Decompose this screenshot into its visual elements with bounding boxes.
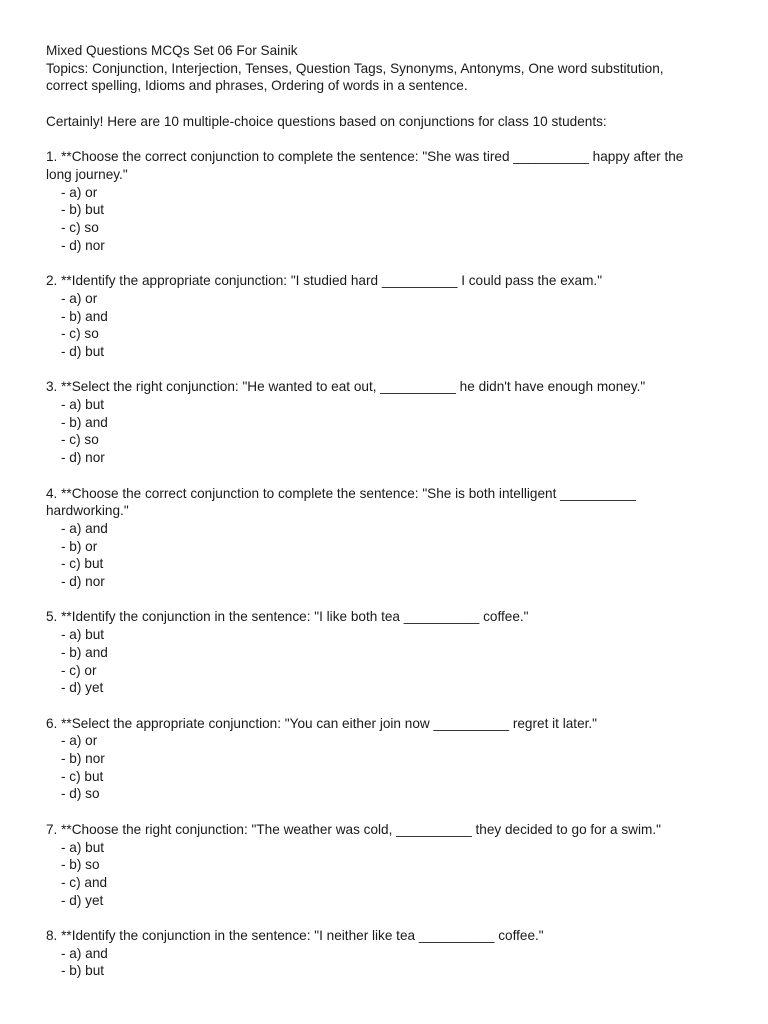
answer-option: - d) yet <box>61 680 104 696</box>
answer-option: - b) so <box>61 857 100 873</box>
question-text: long journey." <box>46 166 128 182</box>
answer-option: - d) so <box>61 786 100 802</box>
question-text: 5. **Identify the conjunction in the sentence: "I like both tea __________ coffee." <box>46 609 529 625</box>
question-text: 8. **Identify the conjunction in the sentence: "I neither like tea __________ coffee." <box>46 928 544 944</box>
question-block <box>46 821 726 927</box>
spacer <box>46 467 726 485</box>
topics-line-1: Topics: Conjunction, Interjection, Tenses, Question Tags, Synonyms, Antonyms, One word substitution, <box>46 60 664 76</box>
answer-option: - a) and <box>61 520 108 536</box>
answer-option: - d) but <box>61 343 105 359</box>
question-text: 6. **Select the appropriate conjunction: "You can either join now __________ regret it later." <box>46 715 598 731</box>
answer-option: - c) so <box>61 432 99 448</box>
answer-option: - d) nor <box>61 237 105 253</box>
spacer <box>46 591 726 609</box>
answer-option: - b) but <box>61 202 105 218</box>
topics-line-2: correct spelling, Idioms and phrases, Ordering of words in a sentence. <box>46 78 468 94</box>
spacer <box>46 254 726 272</box>
answer-option: - a) or <box>61 290 98 306</box>
answer-option: - b) or <box>61 538 98 554</box>
question-text: hardworking." <box>46 503 129 519</box>
answer-option: - a) or <box>61 733 98 749</box>
question-text: 4. **Choose the correct conjunction to complete the sentence: "She is both intelligent __________ <box>46 485 636 501</box>
answer-option: - a) and <box>61 945 108 961</box>
answer-option: - c) so <box>61 326 99 342</box>
spacer <box>46 131 726 149</box>
answer-option: - b) but <box>61 963 105 979</box>
spacer <box>46 803 726 821</box>
answer-option: - a) or <box>61 184 98 200</box>
answer-option: - c) but <box>61 556 104 572</box>
answer-option: - d) nor <box>61 574 105 590</box>
question-block <box>46 715 726 821</box>
answer-option: - b) and <box>61 308 108 324</box>
question-block <box>46 148 726 272</box>
intro-text: Certainly! Here are 10 multiple-choice questions based on conjunctions for class 10 students: <box>46 113 607 129</box>
spacer <box>46 361 726 379</box>
question-text: 2. **Identify the appropriate conjunction: "I studied hard __________ I could pass the exam." <box>46 273 603 289</box>
spacer <box>46 909 726 927</box>
answer-option: - a) but <box>61 397 105 412</box>
question-block <box>46 272 726 378</box>
answer-option: - a) but <box>61 839 105 855</box>
answer-option: - b) and <box>61 644 108 660</box>
question-list <box>46 148 726 980</box>
question-block <box>46 927 726 980</box>
spacer <box>46 95 726 113</box>
document-title: Mixed Questions MCQs Set 06 For Sainik <box>46 43 298 58</box>
question-block <box>46 378 726 484</box>
question-text: 7. **Choose the right conjunction: "The weather was cold, __________ they decided to go for a swim." <box>46 821 661 837</box>
document-page <box>46 42 726 980</box>
question-text: 3. **Select the right conjunction: "He wanted to eat out, __________ he didn't have enough money." <box>46 379 646 395</box>
answer-option: - a) but <box>61 627 105 643</box>
question-block <box>46 608 726 714</box>
answer-option: - c) but <box>61 768 104 784</box>
answer-option: - d) nor <box>61 450 105 466</box>
answer-option: - d) yet <box>61 892 104 908</box>
question-block <box>46 485 726 609</box>
spacer <box>46 697 726 715</box>
answer-option: - c) or <box>61 662 97 678</box>
answer-option: - b) nor <box>61 751 105 767</box>
answer-option: - b) and <box>61 414 108 430</box>
answer-option: - c) and <box>61 874 108 890</box>
question-text: 1. **Choose the correct conjunction to complete the sentence: "She was tired __________ happy after the <box>46 149 684 165</box>
answer-option: - c) so <box>61 220 99 235</box>
